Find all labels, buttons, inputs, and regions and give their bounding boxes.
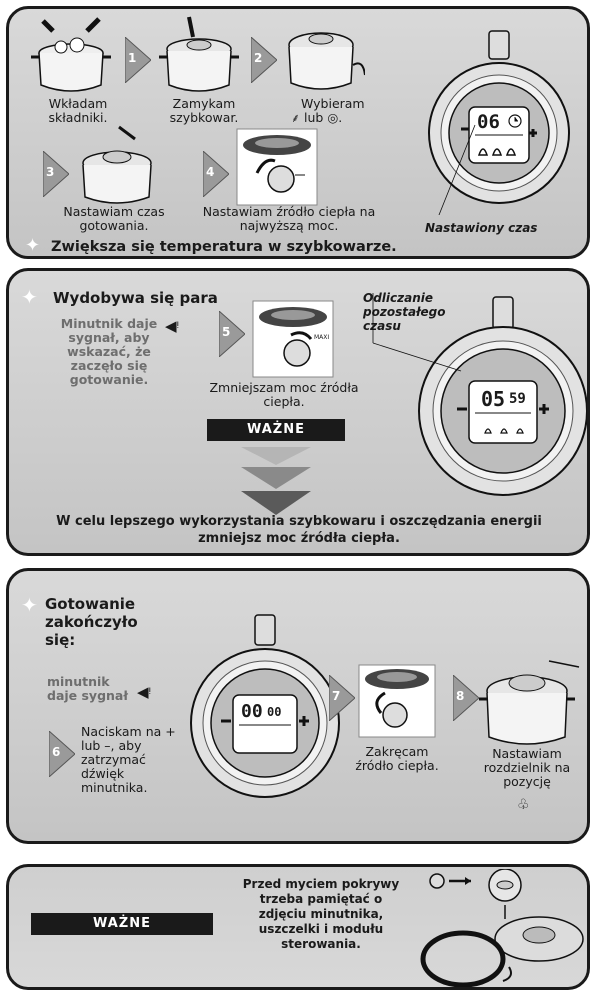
vegetable-icon: ◎ xyxy=(327,110,339,125)
step-number-8: 8 xyxy=(456,689,465,703)
countdown-display-seconds: 59 xyxy=(509,391,526,407)
leaf-icon: ⸙ xyxy=(291,111,301,125)
set-time-label: Nastawiony czas xyxy=(425,221,538,235)
pot-release-valve-illustration xyxy=(479,657,583,753)
finished-display-seconds: 00 xyxy=(267,705,282,719)
caption-select-options xyxy=(291,111,387,125)
temperature-rising-text: Zwiększa się temperatura w szybkowarze. xyxy=(51,239,397,255)
steam-position-icon: ♧ xyxy=(517,797,530,813)
step-number-1: 1 xyxy=(128,51,137,65)
caption-select-text: Wybieram xyxy=(301,96,365,111)
sound-icon: ◀ᵎ xyxy=(165,317,180,335)
timer-display-06: 06 xyxy=(477,111,500,133)
timer-countdown-illustration xyxy=(361,293,590,513)
step-number-2: 2 xyxy=(254,51,263,65)
stop-beep-text: Naciskam na + lub –, aby zatrzymać dźwięk minutnika. xyxy=(81,724,176,795)
caption-select xyxy=(291,97,387,125)
countdown-display-minutes: 05 xyxy=(481,387,506,411)
cleaning-note-text: Przed myciem pokrywy trzeba pamiętać o zdjęciu minutnika, uszczelki i modułu sterowania. xyxy=(242,877,400,951)
energy-tip: W celu lepszego wykorzystania szybkowaru i oszczędzania energii zmniejsz moc źródła ciepła. xyxy=(56,514,542,546)
burner-high-illustration xyxy=(235,127,319,207)
panel-steam xyxy=(6,268,590,556)
steam-header: Wydobywa się para xyxy=(53,289,218,307)
sparkle-icon: ✦ xyxy=(21,593,38,617)
caption-or: lub xyxy=(304,110,324,125)
turn-off-heat-text: Zakręcam źródło ciepła. xyxy=(355,744,439,773)
step-number-5: 5 xyxy=(222,325,231,339)
set-valve-text: Nastawiam rozdzielnik na pozycję xyxy=(483,746,571,789)
pot-ingredients-illustration xyxy=(31,13,111,101)
countdown-label: Odliczanie pozostałego czasu xyxy=(363,291,446,333)
caption-reduce-heat: Zmniejszam moc źródła ciepła. xyxy=(209,380,359,409)
caption-close-cooker: Zamykam szybkowar. xyxy=(169,96,239,125)
caption-put-ingredients: Wkładam składniki. xyxy=(48,96,108,125)
sound-icon: ◀ᵎ xyxy=(137,683,152,701)
burner-off-illustration xyxy=(357,663,437,739)
sparkle-icon: ✦ xyxy=(25,235,41,256)
lid-parts-illustration xyxy=(409,869,585,989)
down-arrows-icon xyxy=(241,447,311,517)
caption-dot: . xyxy=(338,110,343,125)
step-number-6: 6 xyxy=(52,745,61,759)
step-number-4: 4 xyxy=(206,165,215,179)
timer-set-illustration xyxy=(425,25,575,215)
panel-cleaning-note xyxy=(6,864,590,990)
cooking-finished-header: Gotowanie zakończyło się: xyxy=(45,595,138,649)
caption-max-heat: Nastawiam źródło ciepła na najwyższą moc. xyxy=(202,204,376,233)
pot-set-time-illustration xyxy=(75,125,161,209)
important-banner: WAŻNE xyxy=(207,419,345,441)
maxi-label: MAXI xyxy=(314,334,330,341)
timer-beep-note: minutnik daje sygnał xyxy=(47,674,129,703)
sparkle-icon: ✦ xyxy=(21,285,38,309)
panel-cooking-finished xyxy=(6,568,590,844)
pot-closing-illustration xyxy=(159,15,239,101)
finished-display-minutes: 00 xyxy=(241,701,263,722)
important-banner: WAŻNE xyxy=(31,913,213,935)
step-number-7: 7 xyxy=(332,689,341,703)
step-number-3: 3 xyxy=(46,165,55,179)
panel-preparation xyxy=(6,6,590,259)
caption-set-cooking-time: Nastawiam czas gotowania. xyxy=(63,204,165,233)
pot-select-mode-illustration xyxy=(281,15,365,101)
timer-start-note: Minutnik daje sygnał, aby wskazać, że zaczęło się gotowanie. xyxy=(60,316,158,387)
